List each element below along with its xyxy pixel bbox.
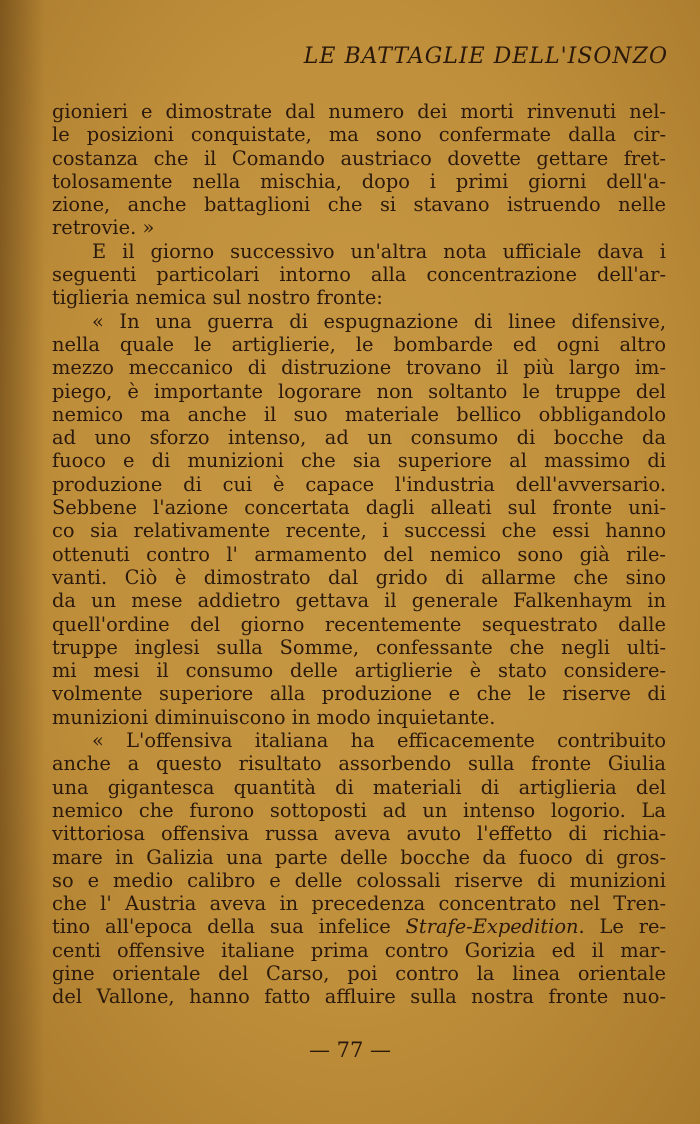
- text-line: nemico ma anche il suo materiale bellico obbligandolo: [52, 402, 666, 426]
- italic-title: Strafe-Expedition: [405, 915, 579, 939]
- text-line: mi mesi il consumo delle artiglierie è stato considere-: [52, 659, 666, 683]
- text-line: volmente superiore alla produzione e che le riserve di: [52, 682, 666, 706]
- text-line: anche a questo risultato assorbendo sulla fronte Giulia: [52, 752, 666, 776]
- text-line: mare in Galizia una parte delle bocche da fuoco di gros-: [52, 845, 666, 869]
- text-line: gine orientale del Carso, poi contro la linea orientale: [52, 961, 666, 985]
- text-line: tiglieria nemica sul nostro fronte:: [52, 286, 383, 310]
- text-line: del Vallone, hanno fatto affluire sulla nostra fronte nuo-: [52, 985, 666, 1009]
- text-line: vanti. Ciò è dimostrato dal grido di allarme che sino: [52, 565, 666, 589]
- text-line: fuoco e di munizioni che sia superiore al massimo di: [52, 449, 666, 473]
- text-line: le posizioni conquistate, ma sono confermate dalla cir-: [52, 123, 666, 147]
- text-run: tino all'epoca della sua infelice: [52, 915, 391, 939]
- text-line: ottenuti contro l' armamento del nemico sono già rile-: [52, 542, 666, 566]
- text-line: munizioni diminuiscono in modo inquietante.: [52, 705, 496, 729]
- running-title: LE BATTAGLIE DELL'ISONZO: [303, 44, 668, 69]
- text-line: centi offensive italiane prima contro Gorizia ed il mar-: [52, 938, 666, 962]
- text-line: retrovie. »: [52, 216, 155, 240]
- text-line: ad uno sforzo intenso, ad un consumo di bocche da: [52, 426, 666, 450]
- text-line: che l' Austria aveva in precedenza concentrato nel Tren-: [52, 892, 666, 916]
- text-line: piego, è importante logorare non soltanto le truppe del: [52, 379, 666, 403]
- text-line: truppe inglesi sulla Somme, confessante che negli ulti-: [52, 635, 666, 659]
- text-line: nemico che furono sottoposti ad un intenso logorio. La: [52, 798, 666, 822]
- text-line: nella quale le artiglierie, le bombarde ed ogni altro: [52, 332, 666, 356]
- text-line: vittoriosa offensiva russa aveva avuto l'effetto di richia-: [52, 822, 666, 846]
- text-line: mezzo meccanico di distruzione trovano il più largo im-: [52, 356, 666, 380]
- text-line: una gigantesca quantità di materiali di artiglieria del: [52, 775, 666, 799]
- text-line: quell'ordine del giorno recentemente sequestrato dalle: [52, 612, 666, 636]
- text-line: zione, anche battaglioni che si stavano istruendo nelle: [52, 193, 666, 217]
- text-line: « L'offensiva italiana ha efficacemente contribuito: [92, 729, 666, 753]
- text-line: seguenti particolari intorno alla concentrazione dell'ar-: [52, 263, 666, 287]
- page-number: — 77 —: [308, 1038, 392, 1062]
- text-line: co sia relativamente recente, i successi che essi hanno: [52, 519, 666, 543]
- text-line: « In una guerra di espugnazione di linee difensive,: [92, 309, 666, 333]
- text-line: produzione di cui è capace l'industria dell'avversario.: [52, 472, 666, 496]
- body-text: [52, 100, 666, 1009]
- text-line: costanza che il Comando austriaco dovette gettare fret-: [52, 146, 666, 170]
- text-line: [52, 915, 666, 938]
- text-line: da un mese addietro gettava il generale Falkenhaym in: [52, 589, 666, 613]
- text-line: tolosamente nella mischia, dopo i primi giorni dell'a-: [52, 169, 666, 193]
- text-line: so e medio calibro e delle colossali riserve di munizioni: [52, 868, 666, 892]
- text-line: Sebbene l'azione concertata dagli alleati sul fronte uni-: [52, 496, 666, 520]
- text-line: gionieri e dimostrate dal numero dei morti rinvenuti nel-: [52, 100, 666, 123]
- text-line: E il giorno successivo un'altra nota ufficiale dava i: [92, 239, 666, 263]
- text-run: . Le re-: [578, 915, 666, 939]
